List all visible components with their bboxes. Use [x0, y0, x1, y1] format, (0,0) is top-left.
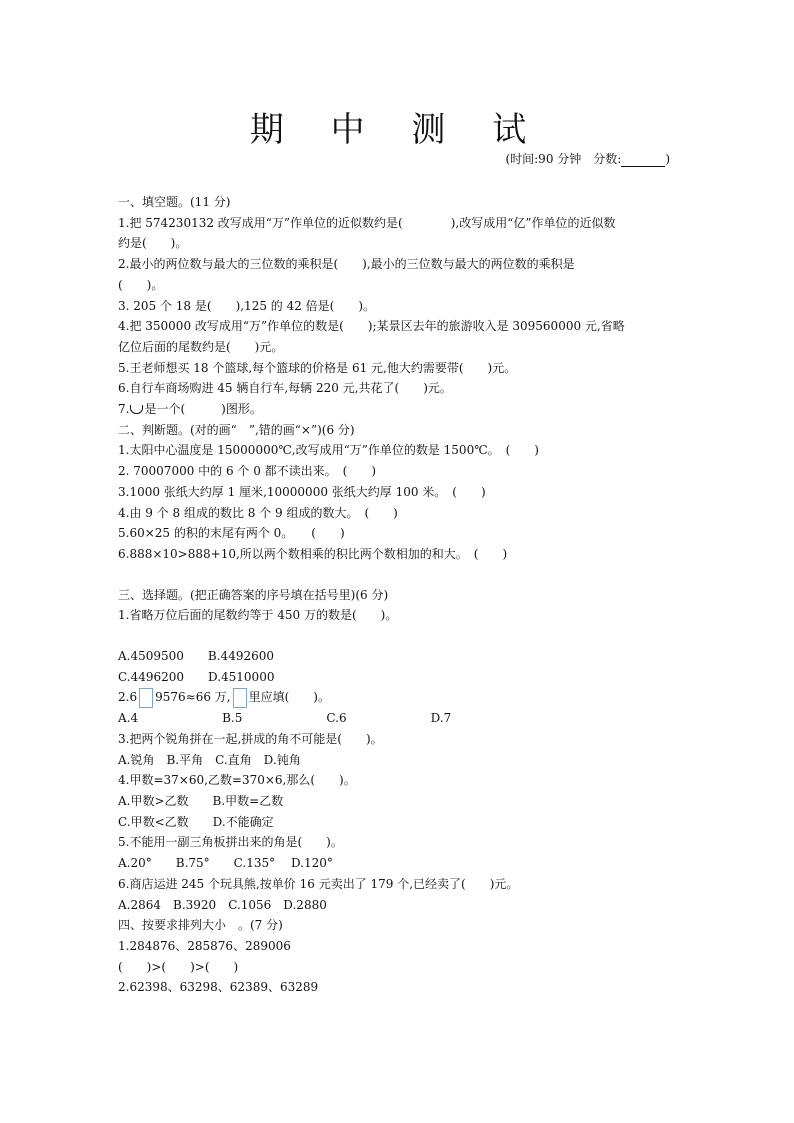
question-text: 亿位后面的尾数约是( )元。	[118, 339, 284, 354]
page-title: 期 中 测 试	[249, 110, 545, 150]
question-text	[118, 399, 674, 420]
question-text: 3. 205 个 18 是( ),125 的 42 倍是( )。	[118, 298, 376, 313]
answer-blank[interactable]: ( )>( )>( )	[118, 959, 239, 974]
exam-content	[118, 192, 674, 998]
answer-options: A.4509500 B.4492600	[118, 649, 275, 664]
question-text: 5.王老师想买 18 个篮球,每个篮球的价格是 61 元,他大约需要带( )元。	[118, 360, 517, 375]
section-heading: 四、按要求排列大小 。(7 分)	[118, 918, 283, 933]
question-text: 2.最小的两位数与最大的三位数的乘积是( ),最小的三位数与最大的两位数的乘积是	[118, 257, 575, 272]
exam-info	[505, 150, 670, 167]
question-text: 2.62398、63298、62389、63289	[118, 980, 319, 995]
question-body: 9576≈66 万,	[155, 690, 231, 705]
question-number: 7.	[118, 402, 130, 417]
shape-icon	[130, 405, 143, 414]
question-text	[118, 687, 674, 708]
question-text: 1.把 574230132 改写成用“万”作单位的近似数约是( ),改写成用“亿”作单位的近似数	[118, 215, 616, 230]
section-heading: 三、选择题。(把正确答案的序号填在括号里)(6 分)	[118, 587, 389, 602]
question-text: 2. 70007000 中的 6 个 0 都不读出来。 ( )	[118, 464, 377, 479]
answer-options: C.4496200 D.4510000	[118, 669, 275, 684]
section-heading: 二、判断题。(对的画“ ”,错的画“×”)(6 分)	[118, 422, 355, 437]
section-heading: 一、填空题。(11 分)	[118, 195, 231, 209]
question-body: 里应填( )。	[248, 690, 330, 705]
question-text: 1.省略万位后面的尾数约等于 450 万的数是( )。	[118, 608, 398, 623]
question-text: 1.284876、285876、289006	[118, 938, 291, 953]
answer-options: A.2864 B.3920 C.1056 D.2880	[118, 897, 327, 912]
section-gap	[118, 565, 674, 585]
answer-options: A.甲数>乙数 B.甲数=乙数	[118, 793, 284, 808]
question-text: 6.888×10>888+10,所以两个数相乘的积比两个数相加的和大。 ( )	[118, 546, 508, 561]
question-number: 2.6	[118, 690, 138, 705]
score-blank[interactable]	[621, 154, 665, 167]
question-text: ( )。	[118, 277, 164, 292]
question-body: 是一个( )图形。	[144, 402, 262, 417]
question-text: 1.太阳中心温度是 15000000℃,改写成用“万”作单位的数是 1500℃。 ( )	[118, 443, 539, 458]
question-text: 6.自行车商场购进 45 辆自行车,每辆 220 元,共花了( )元。	[118, 381, 452, 396]
question-text: 4.把 350000 改写成用“万”作单位的数是( );某景区去年的旅游收入是 309560000 元,省略	[118, 319, 625, 334]
answer-options: A.20° B.75° C.135° D.120°	[118, 856, 333, 871]
question-text: 4.由 9 个 8 组成的数比 8 个 9 组成的数大。 ( )	[118, 505, 398, 520]
fill-box-ref	[233, 688, 247, 708]
question-text: 3.1000 张纸大约厚 1 厘米,10000000 张纸大约厚 100 米。 ( )	[118, 484, 486, 499]
answer-options: C.甲数<乙数 D.不能确定	[118, 814, 274, 829]
question-gap	[118, 626, 674, 646]
question-text: 5.60×25 的积的末尾有两个 0。 ( )	[118, 526, 345, 541]
answer-options: A.锐角 B.平角 C.直角 D.钝角	[118, 752, 301, 767]
time-score-label: (时间:90 分钟 分数:	[505, 152, 622, 166]
question-text: 6.商店运进 245 个玩具熊,按单价 16 元卖出了 179 个,已经卖了( )元。	[118, 876, 519, 891]
fill-box[interactable]	[139, 688, 153, 708]
question-text: 4.甲数=37×60,乙数=370×6,那么( )。	[118, 773, 356, 788]
answer-options: A.4 B.5 C.6 D.7	[118, 711, 452, 726]
question-text: 5.不能用一副三角板拼出来的角是( )。	[118, 835, 343, 850]
question-text: 3.把两个锐角拼在一起,拼成的角不可能是( )。	[118, 731, 383, 746]
time-score-close: )	[665, 152, 670, 166]
question-text: 约是( )。	[118, 236, 188, 251]
